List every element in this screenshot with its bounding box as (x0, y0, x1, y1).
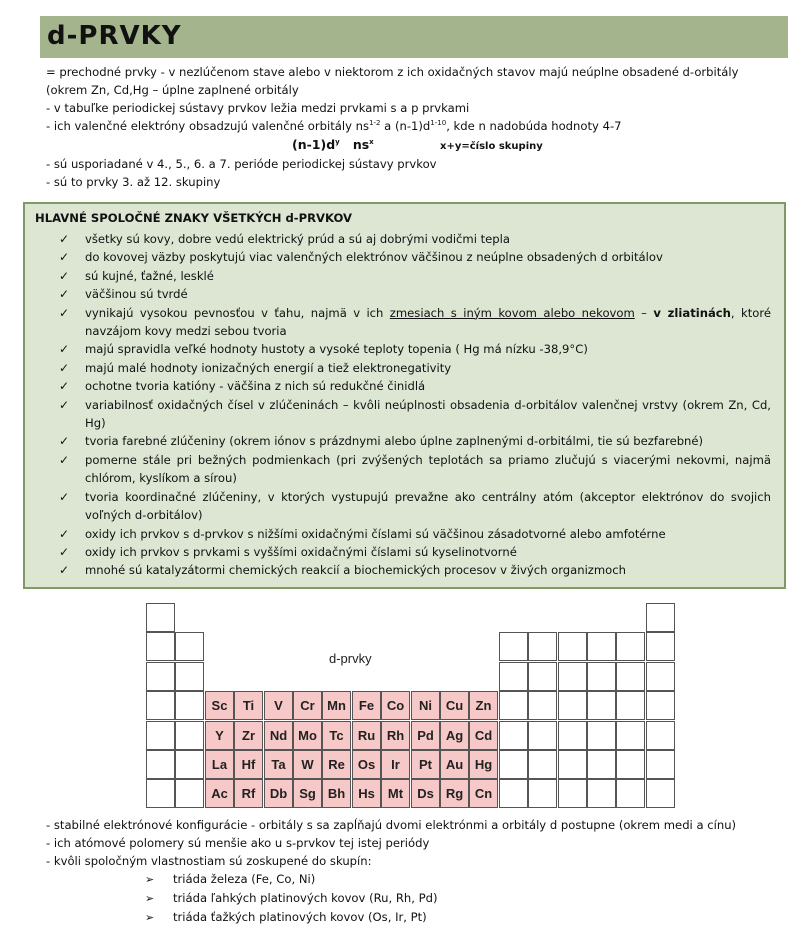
table-cell (646, 691, 675, 720)
table-cell (616, 632, 645, 661)
table-cell (146, 721, 175, 750)
formula-note: x+y=číslo skupiny (440, 141, 543, 152)
element-cell: Ds (411, 779, 440, 808)
intro-line-2: (okrem Zn, Cd,Hg – úplne zaplnené orbitály (46, 83, 299, 97)
check-icon: ✓ (59, 526, 70, 541)
outro-line-3: - kvôli spoločným vlastnostiam sú zoskupené do skupín: (46, 854, 372, 868)
table-cell (146, 750, 175, 779)
element-cell: Rg (440, 779, 469, 808)
table-cell (646, 750, 675, 779)
element-cell: Os (352, 750, 381, 779)
list-item: ✓ oxidy ich prvkov s prvkami s vyššími oxidačnými číslami sú kyselinotvorné (59, 543, 771, 561)
table-cell (528, 691, 557, 720)
list-item: ➢ triáda ťažkých platinových kovov (Os, Ir, Pt) (46, 908, 786, 927)
element-cell: Ir (381, 750, 410, 779)
alloy-bold: v zliatinách (653, 305, 731, 320)
table-cell (499, 662, 528, 691)
element-cell: Mt (381, 779, 410, 808)
list-item: ✓ tvoria farebné zlúčeniny (okrem iónov s prázdnymi alebo úplne zaplnenými d-orbitálmi, tie sú bezfarebné) (59, 432, 771, 450)
table-cell (558, 721, 587, 750)
arrow-icon: ➢ (145, 911, 155, 924)
arrow-icon: ➢ (145, 892, 155, 905)
table-cell (646, 632, 675, 661)
table-cell (558, 632, 587, 661)
element-cell: Ag (440, 721, 469, 750)
intro-line-4-c: , kde n nadobúda hodnoty 4-7 (446, 119, 622, 133)
element-cell: Cn (469, 779, 498, 808)
table-cell (646, 721, 675, 750)
electron-formula: $(n-1)d^y$ $ns^x$ (292, 137, 374, 152)
element-cell: Fe (352, 691, 381, 720)
element-cell: Pd (411, 721, 440, 750)
list-item: ✓ sú kujné, ťažné, lesklé (59, 267, 771, 285)
list-item: ✓ väčšinou sú tvrdé (59, 285, 771, 303)
intro-line-4 (46, 117, 786, 135)
element-cell: Rf (234, 779, 263, 808)
element-cell: Hf (234, 750, 263, 779)
list-item: ✓ variabilnosť oxidačných čísel v zlúčeninách – kvôli neúplnosti obsadenia d-orbitálov valenčnej vrstvy (okrem Zn, Cd, Hg) (59, 397, 771, 431)
element-cell: Pt (411, 750, 440, 779)
table-cell (646, 662, 675, 691)
intro-line-6: - sú to prvky 3. až 12. skupiny (46, 175, 221, 189)
table-cell (587, 691, 616, 720)
title-bar (40, 16, 788, 58)
features-list (59, 230, 771, 580)
check-icon: ✓ (59, 232, 70, 246)
check-icon: ✓ (59, 397, 70, 412)
intro-line-4-a: - ich valenčné elektróny obsadzujú valenčné orbitály ns (46, 119, 370, 133)
list-item: ✓ majú spravidla veľké hodnoty hustoty a vysoké teploty topenia ( Hg má nízku -38,9°C) (59, 340, 771, 358)
list-item: ✓ mnohé sú katalyzátormi chemických reakcií a biochemických procesov v živých organizmoch (59, 561, 771, 579)
element-cell: Ni (411, 691, 440, 720)
check-icon: ✓ (59, 489, 70, 504)
table-cell (616, 691, 645, 720)
element-cell: Sg (293, 779, 322, 808)
list-item: ➢ triáda železa (Fe, Co, Ni) (46, 870, 786, 889)
intro-line-5: - sú usporiadané v 4., 5., 6. a 7. perióde periodickej sústavy prvkov (46, 157, 437, 171)
check-icon: ✓ (59, 563, 70, 578)
table-cell (528, 779, 557, 808)
check-icon: ✓ (59, 360, 70, 375)
intro-line-1: = prechodné prvky - v nezlúčenom stave alebo v niektorom z ich oxidačných stavov majú neúplne obsadené d-orbitály (46, 65, 739, 79)
outro-line-2: - ich atómové polomery sú menšie ako u s-prvkov tej istej periódy (46, 836, 430, 850)
table-cell (616, 779, 645, 808)
table-cell (175, 632, 204, 661)
alloy-underline: zmesiach s iným kovom alebo nekovom (389, 305, 635, 320)
element-cell: W (293, 750, 322, 779)
check-icon: ✓ (59, 544, 70, 559)
table-cell (528, 662, 557, 691)
element-cell: Mn (322, 691, 351, 720)
table-cell (616, 662, 645, 691)
element-cell: Hg (469, 750, 498, 779)
features-box-title: HLAVNÉ SPOLOČNÉ ZNAKY VŠETKÝCH d-PRVKOV (35, 211, 352, 225)
element-cell: Cu (440, 691, 469, 720)
table-cell (175, 662, 204, 691)
table-cell (499, 779, 528, 808)
table-cell (146, 603, 175, 632)
element-cell: Rh (381, 721, 410, 750)
table-cell (616, 721, 645, 750)
check-icon: ✓ (59, 268, 70, 283)
table-cell (499, 721, 528, 750)
table-cell (175, 779, 204, 808)
element-cell: Ta (264, 750, 293, 779)
intro-line-4-b: a (n-1)d (380, 119, 431, 133)
check-icon: ✓ (59, 250, 70, 265)
features-box (23, 202, 786, 589)
element-cell: Re (322, 750, 351, 779)
table-cell (499, 691, 528, 720)
element-cell: Zn (469, 691, 498, 720)
list-item: ✓ oxidy ich prvkov s d-prvkov s nižšími oxidačnými číslami sú väčšinou zásadotvorné alebo amfotérne (59, 525, 771, 543)
table-cell (558, 662, 587, 691)
table-cell (146, 662, 175, 691)
element-cell: Ac (205, 779, 234, 808)
table-cell (146, 632, 175, 661)
element-cell: Mo (293, 721, 322, 750)
check-icon: ✓ (59, 379, 70, 394)
element-cell: Ti (234, 691, 263, 720)
intro-line-3: - v tabuľke periodickej sústavy prvkov ležia medzi prvkami s a p prvkami (46, 101, 470, 115)
table-cell (558, 750, 587, 779)
sup-ns: 1-2 (369, 119, 381, 128)
outro-line-1: - stabilné elektrónové konfigurácie - orbitály s sa zapĺňajú dvomi elektrónmi a orbitály d postupne (okrem medi a cínu) (46, 818, 737, 832)
element-cell: Ru (352, 721, 381, 750)
list-item: ✓ pomerne stále pri bežných podmienkach (pri zvýšených teplotách sa priamo zlučujú s viacerými nekovmi, najmä chlórom, kyslíkom a sírou) (59, 452, 771, 486)
check-icon: ✓ (59, 305, 70, 320)
table-cell (587, 662, 616, 691)
list-item: ➢ triáda ľahkých platinových kovov (Ru, Rh, Pd) (46, 889, 786, 908)
element-cell: Zr (234, 721, 263, 750)
element-cell: La (205, 750, 234, 779)
table-cell (646, 779, 675, 808)
list-item: ✓ vynikajú vysokou pevnosťou v ťahu, najmä v ich zmesiach s iným kovom alebo nekovom – v zliatinách, ktoré navzájom kovy medzi sebou tvoria (59, 305, 771, 339)
outro-section (46, 816, 786, 927)
table-cell (146, 691, 175, 720)
check-icon: ✓ (59, 452, 70, 467)
element-cell: Sc (205, 691, 234, 720)
table-cell (587, 750, 616, 779)
table-cell (558, 779, 587, 808)
table-cell (528, 750, 557, 779)
table-cell (528, 721, 557, 750)
table-cell (528, 632, 557, 661)
arrow-icon: ➢ (145, 873, 155, 886)
list-item: ✓ majú malé hodnoty ionizačných energií a tiež elektronegativity (59, 359, 771, 377)
element-cell: Hs (352, 779, 381, 808)
check-icon: ✓ (59, 434, 70, 449)
element-cell: V (264, 691, 293, 720)
intro-section (46, 63, 786, 191)
list-item: ✓ do kovovej väzby poskytujú viac valenčných elektrónov väčšinou z neúplne obsadených d orbitálov (59, 248, 771, 266)
element-cell: Co (381, 691, 410, 720)
table-cell (616, 750, 645, 779)
element-cell: Tc (322, 721, 351, 750)
table-cell (587, 632, 616, 661)
element-cell: Nd (264, 721, 293, 750)
table-cell (175, 721, 204, 750)
table-cell (175, 691, 204, 720)
d-block-label: d-prvky (329, 651, 372, 666)
table-cell (499, 750, 528, 779)
page-title: d-PRVKY (47, 21, 182, 51)
element-cell: Db (264, 779, 293, 808)
element-cell: Cr (293, 691, 322, 720)
list-item: ✓ všetky sú kovy, dobre vedú elektrický prúd a sú aj dobrými vodičmi tepla (59, 230, 771, 248)
check-icon: ✓ (59, 342, 70, 357)
check-icon: ✓ (59, 287, 70, 302)
sup-d: 1-10 (430, 119, 447, 128)
table-cell (646, 603, 675, 632)
table-cell (146, 779, 175, 808)
formula-row (46, 135, 786, 155)
element-cell: Au (440, 750, 469, 779)
element-cell: Cd (469, 721, 498, 750)
list-item: ✓ tvoria koordinačné zlúčeniny, v ktorých vystupujú prevažne ako centrálny atóm (akceptor elektrónov do svojich voľných d-orbitálov) (59, 489, 771, 523)
element-cell: Y (205, 721, 234, 750)
table-cell (499, 632, 528, 661)
periodic-table (146, 603, 676, 808)
element-cell: Bh (322, 779, 351, 808)
table-cell (587, 779, 616, 808)
table-cell (558, 691, 587, 720)
list-item: ✓ ochotne tvoria katióny - väčšina z nich sú redukčné činidlá (59, 377, 771, 395)
table-cell (587, 721, 616, 750)
table-cell (175, 750, 204, 779)
